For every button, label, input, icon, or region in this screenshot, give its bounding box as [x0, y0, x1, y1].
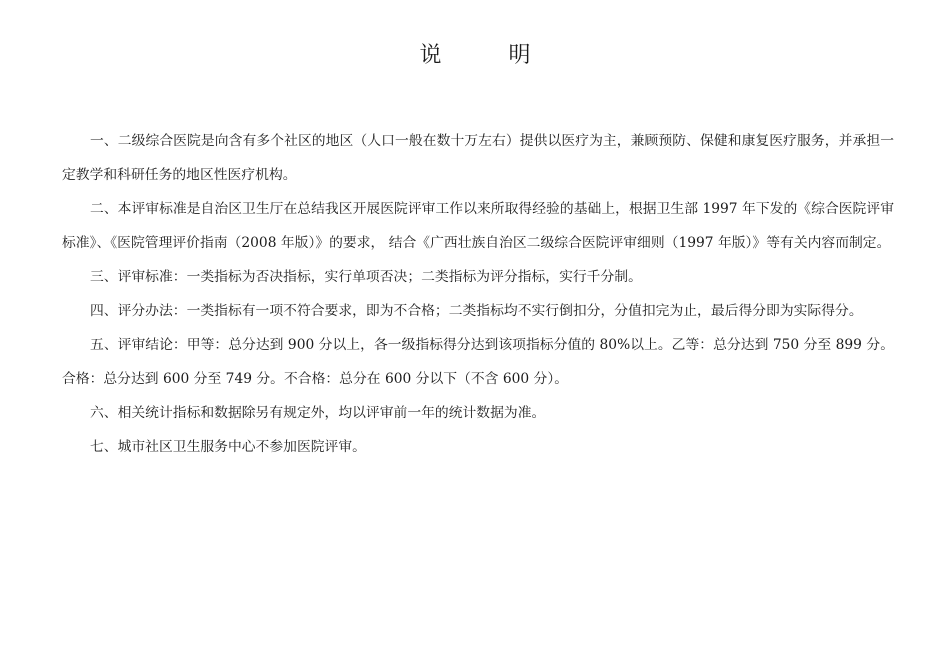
paragraph-2: 二、本评审标准是自治区卫生厅在总结我区开展医院评审工作以来所取得经验的基础上，根据卫生部 1997 年下发的《综合医院评审标准》、《医院管理评价指南（2008 年版）》的要求， 结合《广西壮族自治区二级综合医院评审细则（1997 年版）》等有关内容而制定。	[62, 201, 894, 251]
paragraph-3: 三、评审标准：一类指标为否决指标，实行单项否决；二类指标为评分指标，实行千分制。	[90, 269, 642, 285]
paragraph-4: 四、评分办法：一类指标有一项不符合要求，即为不合格；二类指标均不实行倒扣分，分值扣完为止，最后得分即为实际得分。	[90, 303, 863, 319]
document-body	[62, 124, 894, 464]
paragraph-1: 一、二级综合医院是向含有多个社区的地区（人口一般在数十万左右）提供以医疗为主，兼顾预防、保健和康复医疗服务，并承担一定教学和科研任务的地区性医疗机构。	[62, 133, 894, 183]
paragraph-6: 六、相关统计指标和数据除另有规定外，均以评审前一年的统计数据为准。	[90, 405, 546, 421]
paragraph-5: 五、评审结论：甲等：总分达到 900 分以上，各一级指标得分达到该项指标分值的 80%以上。乙等：总分达到 750 分至 899 分。合格：总分达到 600 分至 749 分。不合格：总分在 600 分以下（不含 600 分）。	[62, 337, 894, 387]
paragraph-7: 七、城市社区卫生服务中心不参加医院评审。	[90, 439, 366, 455]
document-title: 说 明	[419, 43, 561, 68]
